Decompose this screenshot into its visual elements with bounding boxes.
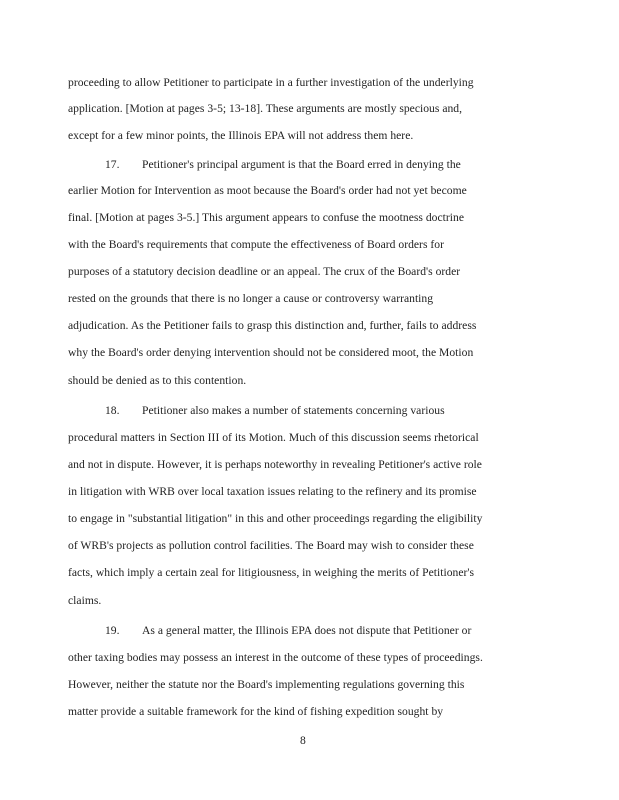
body-line: final. [Motion at pages 3-5.] This argument appears to confuse the mootness doctrine xyxy=(68,211,464,224)
body-line: earlier Motion for Intervention as moot because the Board's order had not yet become xyxy=(68,184,467,197)
body-line: Petitioner's principal argument is that the Board erred in denying the xyxy=(142,158,461,171)
body-line: and not in dispute. However, it is perhaps noteworthy in revealing Petitioner's active role xyxy=(68,458,482,471)
page-number: 8 xyxy=(300,734,306,747)
body-line: application. [Motion at pages 3-5; 13-18]. These arguments are mostly specious and, xyxy=(68,102,463,115)
body-line: purposes of a statutory decision deadline or an appeal. The crux of the Board's order xyxy=(68,265,461,278)
body-line: As a general matter, the Illinois EPA does not dispute that Petitioner or xyxy=(142,624,472,637)
body-line: matter provide a suitable framework for the kind of fishing expedition sought by xyxy=(68,705,444,718)
body-line: to engage in "substantial litigation" in this and other proceedings regarding the eligibility xyxy=(68,512,483,525)
paragraph-number: 17. xyxy=(105,158,120,171)
body-line: facts, which imply a certain zeal for litigiousness, in weighing the merits of Petitioner's xyxy=(68,566,475,579)
body-line: in litigation with WRB over local taxation issues relating to the refinery and its promise xyxy=(68,485,477,498)
body-line: with the Board's requirements that compute the effectiveness of Board orders for xyxy=(68,238,444,251)
body-line: of WRB's projects as pollution control facilities. The Board may wish to consider these xyxy=(68,539,474,552)
body-line: Petitioner also makes a number of statements concerning various xyxy=(142,404,445,417)
body-line: proceeding to allow Petitioner to participate in a further investigation of the underlying xyxy=(68,76,474,89)
body-line: why the Board's order denying intervention should not be considered moot, the Motion xyxy=(68,346,474,359)
paragraph-number: 19. xyxy=(105,624,120,637)
body-line: adjudication. As the Petitioner fails to grasp this distinction and, further, fails to address xyxy=(68,319,477,332)
body-line: other taxing bodies may possess an interest in the outcome of these types of proceedings. xyxy=(68,651,483,664)
body-line: should be denied as to this contention. xyxy=(68,374,247,387)
body-line: claims. xyxy=(68,594,102,607)
paragraph-number: 18. xyxy=(105,404,120,417)
body-line: However, neither the statute nor the Board's implementing regulations governing this xyxy=(68,678,465,691)
body-line: rested on the grounds that there is no longer a cause or controversy warranting xyxy=(68,292,434,305)
body-line: procedural matters in Section III of its Motion. Much of this discussion seems rhetorical xyxy=(68,431,479,444)
body-line: except for a few minor points, the Illinois EPA will not address them here. xyxy=(68,129,414,142)
